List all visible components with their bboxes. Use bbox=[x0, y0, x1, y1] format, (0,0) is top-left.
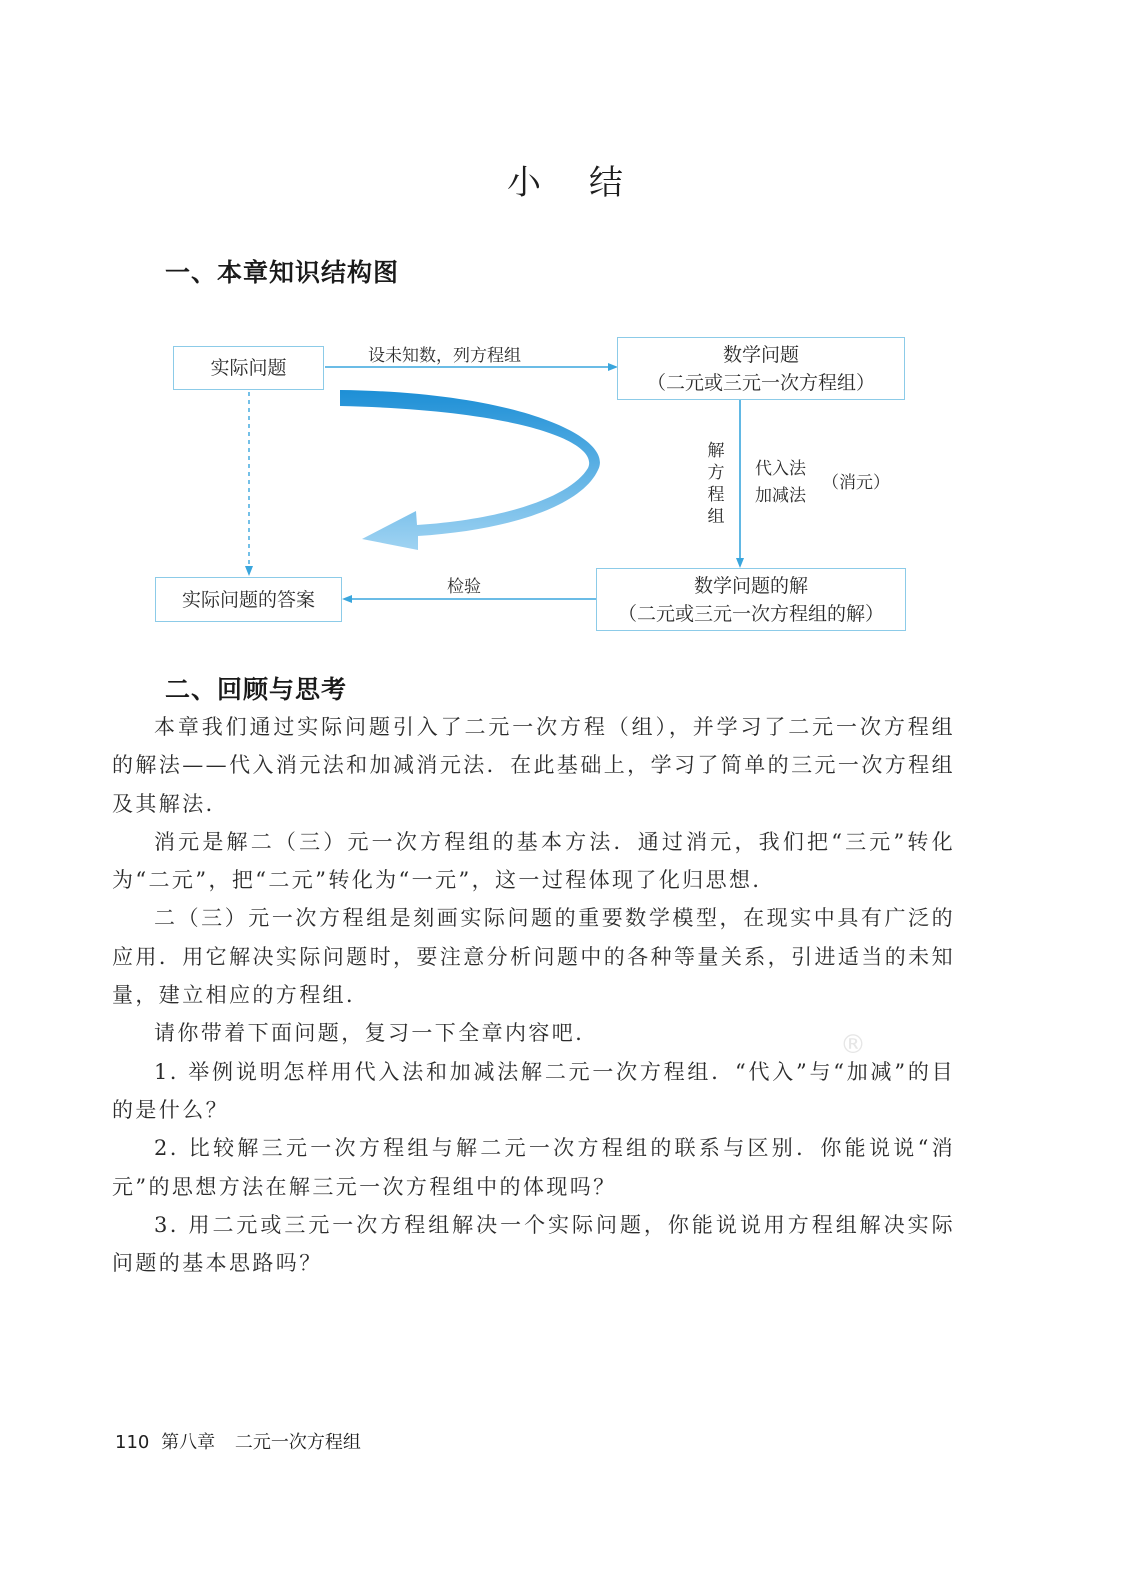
math-solution-title: 数学问题的解 bbox=[693, 574, 808, 597]
section-heading-review: 二、回顾与思考 bbox=[165, 675, 348, 704]
math-problem-sub: （二元或三元一次方程组） bbox=[646, 371, 875, 394]
question-2: 2. 比较解三元一次方程组与解二元一次方程组的联系与区别．你能说说“消元”的思想方法在解三元一次方程组中的体现吗？ bbox=[112, 1136, 955, 1199]
review-text bbox=[112, 708, 955, 1282]
method-substitution: 代入法 bbox=[755, 459, 806, 479]
setup-label: 设未知数，列方程组 bbox=[368, 346, 521, 366]
arrowhead-solve bbox=[736, 558, 744, 568]
arrowhead-dashed bbox=[245, 566, 253, 576]
elimination-note: （消元） bbox=[822, 473, 890, 493]
method-addition: 加减法 bbox=[755, 486, 806, 506]
question-1: 1. 举例说明怎样用代入法和加减法解二元一次方程组．“代入”与“加减”的目的是什么？ bbox=[112, 1059, 955, 1122]
page-number: 110 bbox=[115, 1432, 150, 1453]
solve-equations-label: 解 方 程 组 bbox=[707, 441, 725, 527]
math-problem-title: 数学问题 bbox=[722, 343, 799, 366]
curved-arrow bbox=[340, 390, 600, 550]
paragraph: 请你带着下面问题，复习一下全章内容吧． bbox=[154, 1021, 599, 1046]
chapter-label: 第八章 bbox=[161, 1432, 216, 1453]
knowledge-structure-diagram bbox=[0, 320, 1130, 650]
arrowhead-check bbox=[342, 595, 352, 603]
box-real-problem bbox=[173, 346, 324, 390]
real-answer-label: 实际问题的答案 bbox=[181, 588, 315, 611]
paragraph: 消元是解二（三）元一次方程组的基本方法．通过消元，我们把“三元”转化为“二元”，把“二元”转化为“一元”，这一过程体现了化归思想． bbox=[112, 829, 955, 893]
chapter-title: 二元一次方程组 bbox=[234, 1432, 361, 1453]
check-label: 检验 bbox=[447, 577, 481, 597]
section-heading-structure: 一、本章知识结构图 bbox=[165, 258, 400, 287]
page-title: 小结 bbox=[507, 163, 671, 203]
box-math-problem bbox=[617, 337, 905, 400]
real-problem-label: 实际问题 bbox=[210, 357, 287, 379]
math-solution-sub: （二元或三元一次方程组的解） bbox=[617, 602, 884, 625]
question-3: 3. 用二元或三元一次方程组解决一个实际问题，你能说说用方程组解决实际问题的基本思路吗？ bbox=[112, 1212, 955, 1276]
page-footer bbox=[115, 1428, 361, 1454]
paragraph: 二（三）元一次方程组是刻画实际问题的重要数学模型，在现实中具有广泛的应用．用它解决实际问题时，要注意分析问题中的各种等量关系，引进适当的未知量，建立相应的方程组． bbox=[112, 906, 955, 1008]
box-real-answer bbox=[155, 577, 342, 622]
box-math-solution bbox=[596, 568, 906, 631]
paragraph: 本章我们通过实际问题引入了二元一次方程（组），并学习了二元一次方程组的解法——代入消元法和加减消元法．在此基础上，学习了简单的三元一次方程组及其解法． bbox=[112, 715, 955, 816]
watermark-registered-mark: ® bbox=[840, 1030, 866, 1060]
